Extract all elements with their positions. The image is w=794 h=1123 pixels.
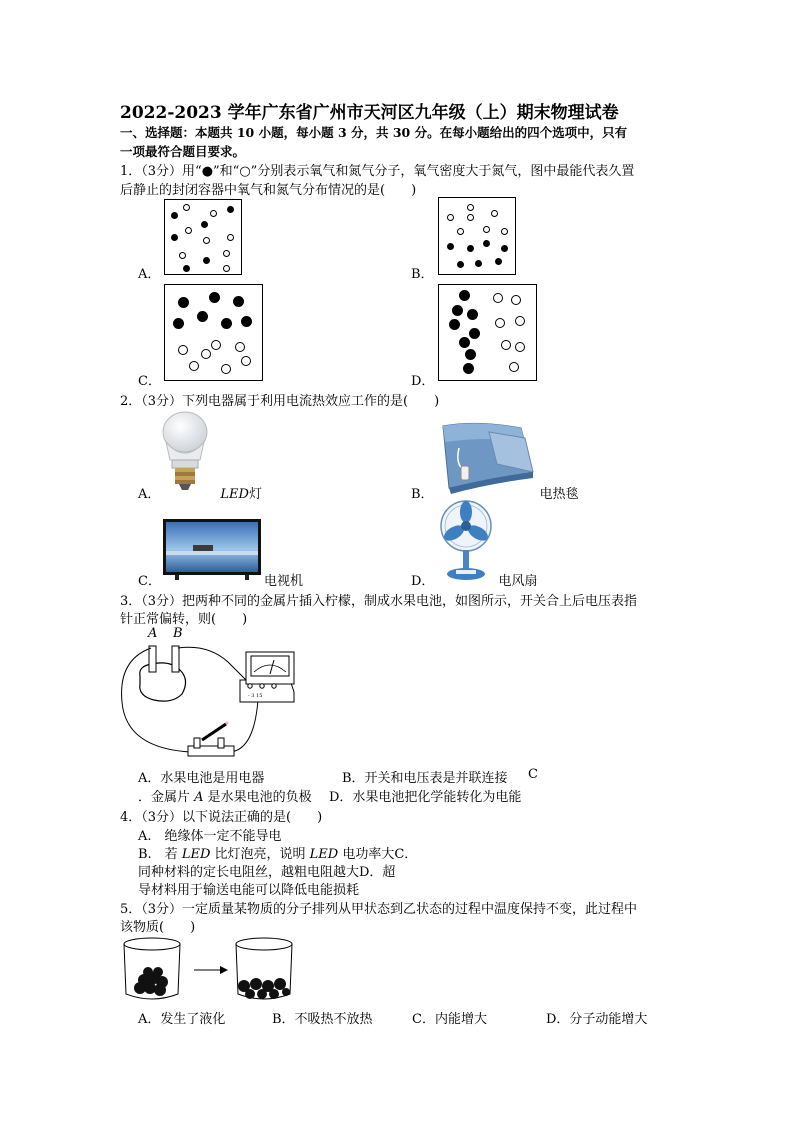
q1-box-c — [164, 284, 263, 381]
q3-stem-line1: 3．（3分）把两种不同的金属片插入柠檬，制成水果电池，如图所示，开关合上后电压表指 — [120, 594, 638, 609]
q1-option-d[interactable]: D． — [411, 374, 435, 389]
q2-stem: 2．（3分）下列电器属于利用电流热效应工作的是( ) — [120, 394, 440, 409]
q5-option-b[interactable]: B．不吸热不放热 — [272, 1012, 373, 1027]
q4-option-d[interactable]: 导材料用于输送电能可以降低电能损耗 — [138, 883, 360, 898]
q4-option-c[interactable]: 同种材料的定长电阻丝，越粗电阻越大D．超 — [138, 865, 396, 880]
metal-plate-a-label: A — [148, 626, 158, 641]
molecule-state-diagram — [120, 936, 300, 1006]
q1-box-d — [438, 284, 537, 381]
q3-option-a[interactable]: A．水果电池是用电器 — [138, 771, 265, 786]
q2-option-b[interactable]: B． 电热毯 — [411, 487, 579, 502]
q3-option-d[interactable]: D．水果电池把化学能转化为电能 — [329, 790, 522, 805]
q2-option-d[interactable]: D． 电风扇 — [411, 574, 538, 589]
section-header-line2: 一项最符合题目要求。 — [120, 144, 246, 159]
q2-option-a[interactable]: A． LED灯 — [138, 487, 262, 502]
q5-stem-line2: 该物质( ) — [120, 920, 196, 935]
q2-option-c[interactable]: C． 电视机 — [138, 574, 303, 589]
q1-option-a[interactable]: A． — [138, 267, 161, 282]
q5-option-d[interactable]: D．分子动能增大 — [546, 1012, 648, 1027]
q3-option-b[interactable]: B．开关和电压表是并联连接 — [342, 771, 508, 786]
q3-option-c-letter[interactable]: C — [528, 767, 538, 782]
q1-option-c[interactable]: C． — [138, 374, 161, 389]
svg-text:- 3 15: - 3 15 — [248, 693, 263, 699]
q4-option-a[interactable]: A. 绝缘体一定不能导电 — [138, 829, 282, 844]
q1-stem-line2: 后静止的封闭容器中氧气和氮气分布情况的是( ) — [120, 183, 417, 198]
q3-option-c[interactable]: ．金属片 A 是水果电池的负极 — [138, 790, 312, 805]
q4-stem: 4．（3分）以下说法正确的是( ) — [120, 810, 323, 825]
q1-box-b — [438, 197, 516, 275]
q1-stem-line1: 1．（3分）用“●”和“○”分别表示氧气和氮气分子，氧气密度大于氮气，图中最能代表久置 — [120, 164, 635, 179]
q3-stem-line2: 针正常偏转，则( ) — [120, 612, 248, 627]
metal-plate-b-label: B — [173, 626, 183, 641]
exam-title: 2022-2023 学年广东省广州市天河区九年级（上）期末物理试卷 — [120, 103, 619, 123]
q5-option-c[interactable]: C．内能增大 — [412, 1012, 487, 1027]
section-header-line1: 一、选择题：本题共 10 小题，每小题 3 分，共 30 分。在每小题给出的四个选项中，只有 — [120, 125, 628, 140]
q1-option-b[interactable]: B． — [411, 267, 434, 282]
q4-option-b[interactable]: B. 若 LED 比灯泡亮，说明 LED 电功率大C． — [138, 847, 418, 862]
fruit-battery-circuit-diagram — [118, 640, 308, 768]
q5-stem-line1: 5．（3分）一定质量某物质的分子排列从甲状态到乙状态的过程中温度保持不变，此过程中 — [120, 902, 638, 917]
q1-box-a — [164, 199, 242, 275]
led-bulb-image — [160, 410, 210, 492]
q5-option-a[interactable]: A．发生了液化 — [138, 1012, 226, 1027]
